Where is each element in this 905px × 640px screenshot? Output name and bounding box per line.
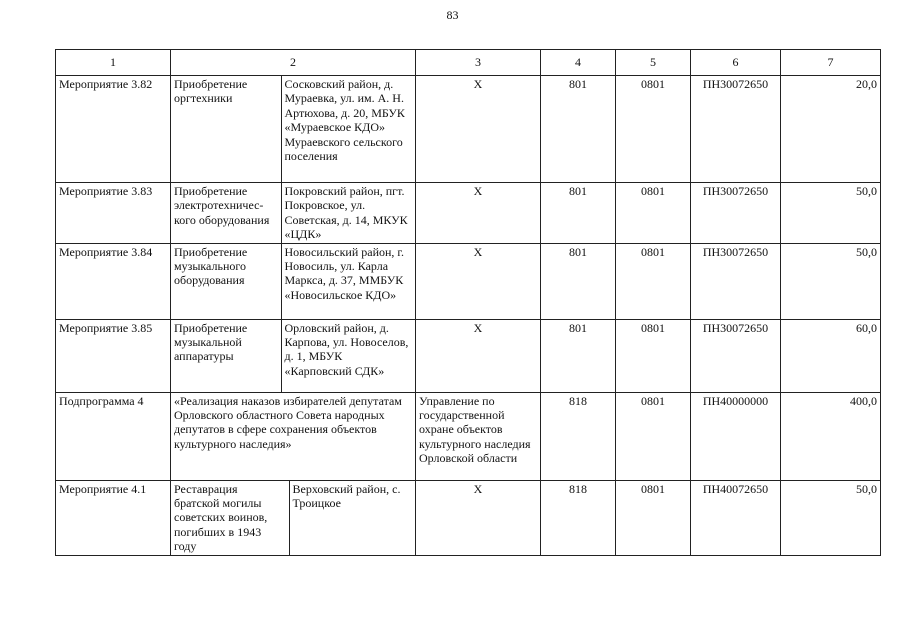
code6-cell: ПН30072650 [691,243,781,319]
executor-cell: Управление по государственной охране объектов культурного наследия Орловской области [416,392,541,480]
executor-cell: Х [416,319,541,392]
executor-cell: Х [416,183,541,244]
table-row [56,392,881,480]
amount-cell: 20,0 [781,76,881,183]
table-row [56,243,881,319]
item-name: Приобретение музыкального оборудования [171,244,281,319]
event-cell: Мероприятие 4.1 [56,480,171,555]
event-cell: Мероприятие 3.85 [56,319,171,392]
event-cell: Подпрограмма 4 [56,392,171,480]
code6-cell: ПН40000000 [691,392,781,480]
code4-cell: 818 [541,480,616,555]
table-row [56,319,881,392]
page-number: 83 [446,8,459,22]
code6-cell: ПН30072650 [691,183,781,244]
col-header-2: 2 [171,50,416,76]
code4-cell: 801 [541,76,616,183]
name-location-cell [171,76,416,183]
executor-cell: Х [416,480,541,555]
name-location-cell [171,243,416,319]
budget-table [55,49,881,556]
table-row [56,183,881,244]
item-location: Сосковский район, д. Мураевка, ул. им. А. Н. Артюхова, д. 20, МБУК «Мураевское КДО» Мураевского сельского поселения [284,77,405,163]
col-header-6: 6 [691,50,781,76]
executor-cell: Х [416,76,541,183]
event-cell: Мероприятие 3.84 [56,243,171,319]
code4-cell: 801 [541,243,616,319]
name-location-cell [171,480,416,555]
code4-cell: 801 [541,319,616,392]
item-location: Новосильский район, г. Новосиль, ул. Карла Маркса, д. 37, ММБУК «Новосильское КДО» [284,244,404,302]
item-location: Верховский район, с. Троицкое [292,481,401,510]
item-name: Реставрация братской могилы советских воинов, погибших в 1943 году [171,481,289,555]
code5-cell: 0801 [616,319,691,392]
table-row [56,76,881,183]
subprogram-description: «Реализация наказов избирателей депутатам Орловского областного Совета народных депутатов в сфере сохранения объектов культурного наследия» [171,392,416,480]
code6-cell: ПН30072650 [691,319,781,392]
table-row [56,480,881,555]
col-header-1: 1 [56,50,171,76]
col-header-4: 4 [541,50,616,76]
event-cell: Мероприятие 3.82 [56,76,171,183]
name-location-cell [171,183,416,244]
code5-cell: 0801 [616,480,691,555]
amount-cell: 60,0 [781,319,881,392]
code5-cell: 0801 [616,76,691,183]
col-header-7: 7 [781,50,881,76]
code5-cell: 0801 [616,183,691,244]
item-location: Покровский район, пгт. Покровское, ул. Советская, д. 14, МКУК «ЦДК» [284,184,408,242]
code6-cell: ПН30072650 [691,76,781,183]
item-name: Приобретение оргтехники [171,76,281,182]
code5-cell: 0801 [616,243,691,319]
header-row [56,50,881,76]
amount-cell: 400,0 [781,392,881,480]
executor-cell: Х [416,243,541,319]
item-name: Приобретение электротехничес-кого оборудования [171,183,281,243]
event-cell: Мероприятие 3.83 [56,183,171,244]
amount-cell: 50,0 [781,243,881,319]
col-header-5: 5 [616,50,691,76]
item-location: Орловский район, д. Карпова, ул. Новоселов, д. 1, МБУК «Карповский СДК» [284,320,409,378]
code6-cell: ПН40072650 [691,480,781,555]
amount-cell: 50,0 [781,183,881,244]
code5-cell: 0801 [616,392,691,480]
name-location-cell [171,319,416,392]
code4-cell: 801 [541,183,616,244]
col-header-3: 3 [416,50,541,76]
amount-cell: 50,0 [781,480,881,555]
item-name: Приобретение музыкальной аппаратуры [171,320,281,392]
code4-cell: 818 [541,392,616,480]
